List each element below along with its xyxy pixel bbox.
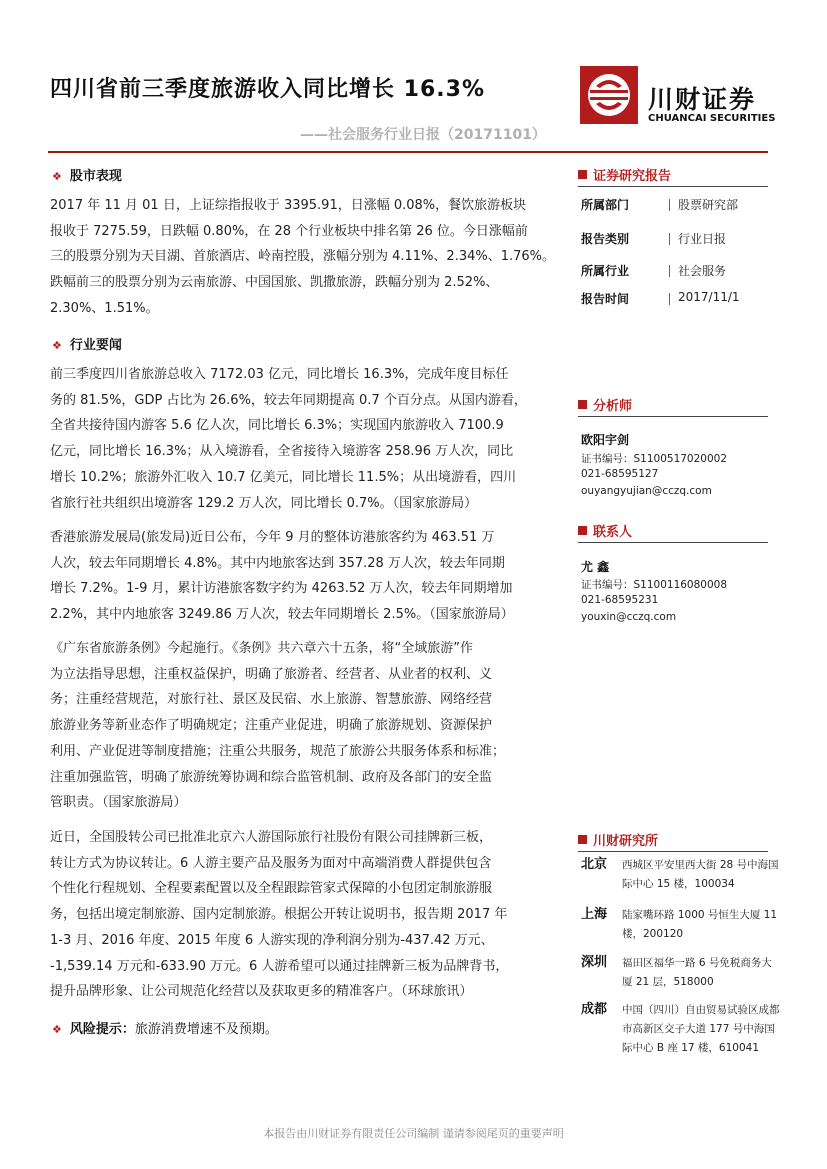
text-line: 2.30%、1.51%。 — [50, 300, 159, 316]
chuancai-logo-icon — [580, 66, 638, 124]
office-city: 北京 — [581, 857, 608, 872]
text-line: 注重加强监管，明确了旅游统筹协调和综合监管机制、政府及各部门的安全监 — [50, 769, 493, 785]
text-line: 亿元，同比增长 16.3%；从入境游看，全省接待入境游客 258.96 万人次，同比 — [50, 444, 514, 460]
risk-heading: 风险提示： — [69, 1022, 135, 1037]
info-separator — [669, 233, 670, 245]
office-city: 深圳 — [581, 955, 608, 970]
sidebar-divider — [578, 542, 768, 543]
text-line: 1-3 月、2016 年度、2015 年度 6 人游实现的净利润分别为-437.42 万元、 — [50, 932, 494, 948]
news-paragraph-1 — [50, 362, 572, 516]
info-separator — [669, 265, 670, 277]
diamond-bullet-icon: ❖ — [52, 170, 62, 183]
contact-phone: 021-68595231 — [581, 594, 659, 606]
text-line: 香港旅游发展局(旅发局)近日公布，今年 9 月的整体访港旅客约为 463.51 万 — [50, 530, 495, 545]
text-line: 报收于 7275.59，日跌幅 0.80%，在 28 个行业板块中排名第 26 位。今日涨幅前 — [50, 223, 528, 239]
section-industry-heading: ❖ 行业要闻 — [52, 338, 122, 353]
contact-name: 尤 鑫 — [581, 560, 610, 574]
text-line: 前三季度四川省旅游总收入 7172.03 亿元，同比增长 16.3%，完成年度目标任 — [50, 367, 509, 382]
news-paragraph-4 — [50, 825, 572, 1005]
text-line: 《广东省旅游条例》今起施行。《条例》共六章六十五条，将“全域旅游”作 — [50, 641, 473, 656]
text-line: 旅游业务等新业态作了明确规定；注重产业促进，明确了旅游规划、资源保护 — [50, 718, 493, 734]
square-bullet-icon — [578, 170, 587, 179]
sidebar-analyst-heading: 分析师 — [578, 395, 632, 414]
brand-name-cn: 川财证券 — [648, 85, 757, 114]
office-city: 上海 — [581, 907, 608, 922]
text-line: 务，包括出境定制旅游、国内定制旅游。根据公开转让说明书，报告期 2017 年 — [50, 907, 508, 923]
text-line: 省旅行社共组织出境游客 129.2 万人次，同比增长 0.7%。（国家旅游局） — [50, 495, 478, 511]
info-value-category: 行业日报 — [678, 232, 727, 246]
market-paragraph — [50, 193, 572, 322]
text-line: 增长 7.2%。1-9 月，累计访港旅客数字约为 4263.52 万人次，较去年同期增加 — [50, 581, 513, 597]
sidebar-report-heading: 证券研究报告 — [578, 165, 671, 184]
sidebar-divider — [578, 416, 768, 417]
office-address: 中国（四川）自由贸易试验区成都市高新区交子大道 177 号中海国际中心 B 座 17 楼，610041 — [622, 1004, 780, 1054]
analyst-cert: 证书编号：S1100517020002 — [581, 453, 728, 465]
diamond-bullet-icon: ❖ — [52, 339, 62, 352]
report-title: 四川省前三季度旅游收入同比增长 16.3% — [50, 77, 485, 102]
office-address: 西城区平安里西大街 28 号中海国际中心 15 楼，100034 — [622, 859, 779, 890]
square-bullet-icon — [578, 526, 587, 535]
info-key-category: 报告类别 — [581, 232, 630, 246]
office-address: 陆家嘴环路 1000 号恒生大厦 11 楼，200120 — [622, 909, 778, 940]
text-line: 务；注重经营规范，对旅行社、景区及民宿、水上旅游、智慧旅游、网络经营 — [50, 692, 493, 708]
header-divider — [48, 151, 768, 153]
text-line: 人次，较去年同期增长 4.8%。其中内地旅客达到 357.28 万人次，较去年同期 — [50, 555, 505, 571]
info-value-department: 股票研究部 — [678, 198, 739, 212]
text-line: 三的股票分别为天目湖、首旅酒店、岭南控股，涨幅分别为 4.11%、2.34%、1.76%。 — [50, 249, 556, 265]
analyst-email[interactable]: ouyangyujian@cczq.com — [581, 485, 712, 497]
text-line: 2.2%，其中内地旅客 3249.86 万人次，较去年同期增长 2.5%。（国家旅游局） — [50, 607, 514, 623]
page-footer: 本报告由川财证券有限责任公司编制 谨请参阅尾页的重要声明 — [263, 1127, 564, 1140]
text-line: 个性化行程规划、全程要素配置以及全程跟踪管家式保障的小包团定制旅游服 — [50, 881, 493, 897]
info-separator — [669, 293, 670, 305]
risk-text: 旅游消费增速不及预期。 — [134, 1022, 278, 1037]
office-city: 成都 — [581, 1002, 608, 1017]
info-key-department: 所属部门 — [581, 198, 630, 212]
info-value-date: 2017/11/1 — [678, 290, 740, 304]
text-line: 为立法指导思想，注重权益保护，明确了旅游者、经营者、从业者的权利、义 — [50, 666, 493, 682]
text-line: 增长 10.2%；旅游外汇收入 10.7 亿美元，同比增长 11.5%；从出境游看，四川 — [50, 469, 517, 485]
text-line: 2017 年 11 月 01 日，上证综指报收于 3395.91，日涨幅 0.08%，餐饮旅游板块 — [50, 198, 527, 213]
square-bullet-icon — [578, 400, 587, 409]
info-key-date: 报告时间 — [581, 292, 630, 306]
analyst-phone: 021-68595127 — [581, 468, 659, 480]
info-key-industry: 所属行业 — [581, 264, 630, 278]
contact-email[interactable]: youxin@cczq.com — [581, 611, 677, 623]
brand-name-en: CHUANCAI SECURITIES — [648, 113, 776, 124]
text-line: 务的 81.5%，GDP 占比为 26.6%，较去年同期提高 0.7 个百分点。从国内游看， — [50, 392, 527, 408]
text-line: 近日，全国股转公司已批准北京六人游国际旅行社股份有限公司挂牌新三板， — [50, 830, 493, 845]
sidebar-contact-heading: 联系人 — [578, 521, 632, 540]
text-line: 跌幅前三的股票分别为云南旅游、中国国旅、凯撒旅游，跌幅分别为 2.52%、 — [50, 275, 499, 291]
section-market-heading: ❖ 股市表现 — [52, 169, 122, 184]
text-line: 管职责。（国家旅游局） — [50, 795, 187, 811]
text-line: 全省共接待国内游客 5.6 亿人次，同比增长 6.3%；实现国内旅游收入 7100.9 — [50, 418, 504, 434]
sidebar-divider — [578, 186, 768, 187]
info-separator — [669, 199, 670, 211]
diamond-bullet-icon: ❖ — [52, 1023, 62, 1036]
info-value-industry: 社会服务 — [678, 264, 727, 278]
news-paragraph-2 — [50, 525, 572, 628]
sidebar-divider — [578, 851, 768, 852]
contact-cert: 证书编号：S1100116080008 — [581, 579, 728, 591]
sidebar-institute-heading: 川财研究所 — [578, 830, 658, 849]
text-line: 利用、产业促进等制度措施；注重公共服务，规范了旅游公共服务体系和标准； — [50, 743, 506, 759]
analyst-name: 欧阳宇剑 — [581, 433, 630, 447]
office-address: 福田区福华一路 6 号免税商务大厦 21 层，518000 — [622, 957, 772, 988]
text-line: -1,539.14 万元和-633.90 万元。6 人游希望可以通过挂牌新三板为品牌背书， — [50, 958, 509, 974]
report-subtitle: ——社会服务行业日报（20171101） — [300, 127, 546, 143]
text-line: 提升品牌形象、让公司规范化经营以及获取更多的精准客户。（环球旅讯） — [50, 984, 473, 1000]
text-line: 转让方式为协议转让。6 人游主要产品及服务为面对中高端消费人群提供包含 — [50, 855, 492, 871]
news-paragraph-3 — [50, 636, 572, 816]
square-bullet-icon — [578, 835, 587, 844]
risk-note — [52, 1018, 278, 1037]
